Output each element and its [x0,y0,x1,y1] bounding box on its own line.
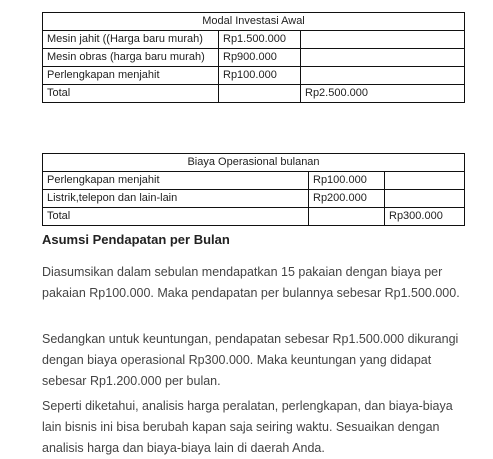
table-row [43,190,465,208]
price-cell: Rp100.000 [219,67,301,85]
item-cell: Perlengkapan menjahit [43,67,219,85]
item-cell: Total [43,208,309,226]
table-row [43,67,465,85]
total-cell [301,67,465,85]
price-cell: Rp100.000 [309,172,385,190]
price-cell: Rp200.000 [309,190,385,208]
item-cell: Mesin jahit ((Harga baru murah) [43,31,219,49]
item-cell: Total [43,85,219,103]
paragraph: Diasumsikan dalam sebulan mendapatkan 15 pakaian dengan biaya per pakaian Rp100.000. Maka pendapatan per bulannya sebesar Rp1.500.000. [42,265,460,300]
table-row [43,49,465,67]
total-cell [385,190,465,208]
total-cell: Rp2.500.000 [301,85,465,103]
section-heading: Asumsi Pendapatan per Bulan [42,232,230,247]
table-row [43,208,465,226]
table-title: Biaya Operasional bulanan [43,154,465,172]
table-header-row [43,13,465,31]
price-cell: Rp1.500.000 [219,31,301,49]
table-row [43,31,465,49]
biaya-operasional-table [42,153,465,226]
total-cell [301,31,465,49]
price-cell [309,208,385,226]
total-cell [301,49,465,67]
modal-investasi-table [42,12,465,103]
total-cell [385,172,465,190]
paragraph: Sedangkan untuk keuntungan, pendapatan sebesar Rp1.500.000 dikurangi dengan biaya operasional Rp300.000. Maka keuntungan yang didapat sebesar Rp1.200.000 per bulan. [42,332,459,388]
item-cell: Perlengkapan menjahit [43,172,309,190]
table-header-row [43,154,465,172]
item-cell: Listrik,telepon dan lain-lain [43,190,309,208]
table-row [43,172,465,190]
table-row [43,85,465,103]
total-cell: Rp300.000 [385,208,465,226]
item-cell: Mesin obras (harga baru murah) [43,49,219,67]
price-cell [219,85,301,103]
table-title: Modal Investasi Awal [43,13,465,31]
price-cell: Rp900.000 [219,49,301,67]
paragraph: Seperti diketahui, analisis harga peralatan, perlengkapan, dan biaya-biaya lain bisnis ini bisa berubah kapan saja seiring waktu. Sesuaikan dengan analisis harga dan biaya-biaya lain di daerah Anda. [42,399,453,455]
